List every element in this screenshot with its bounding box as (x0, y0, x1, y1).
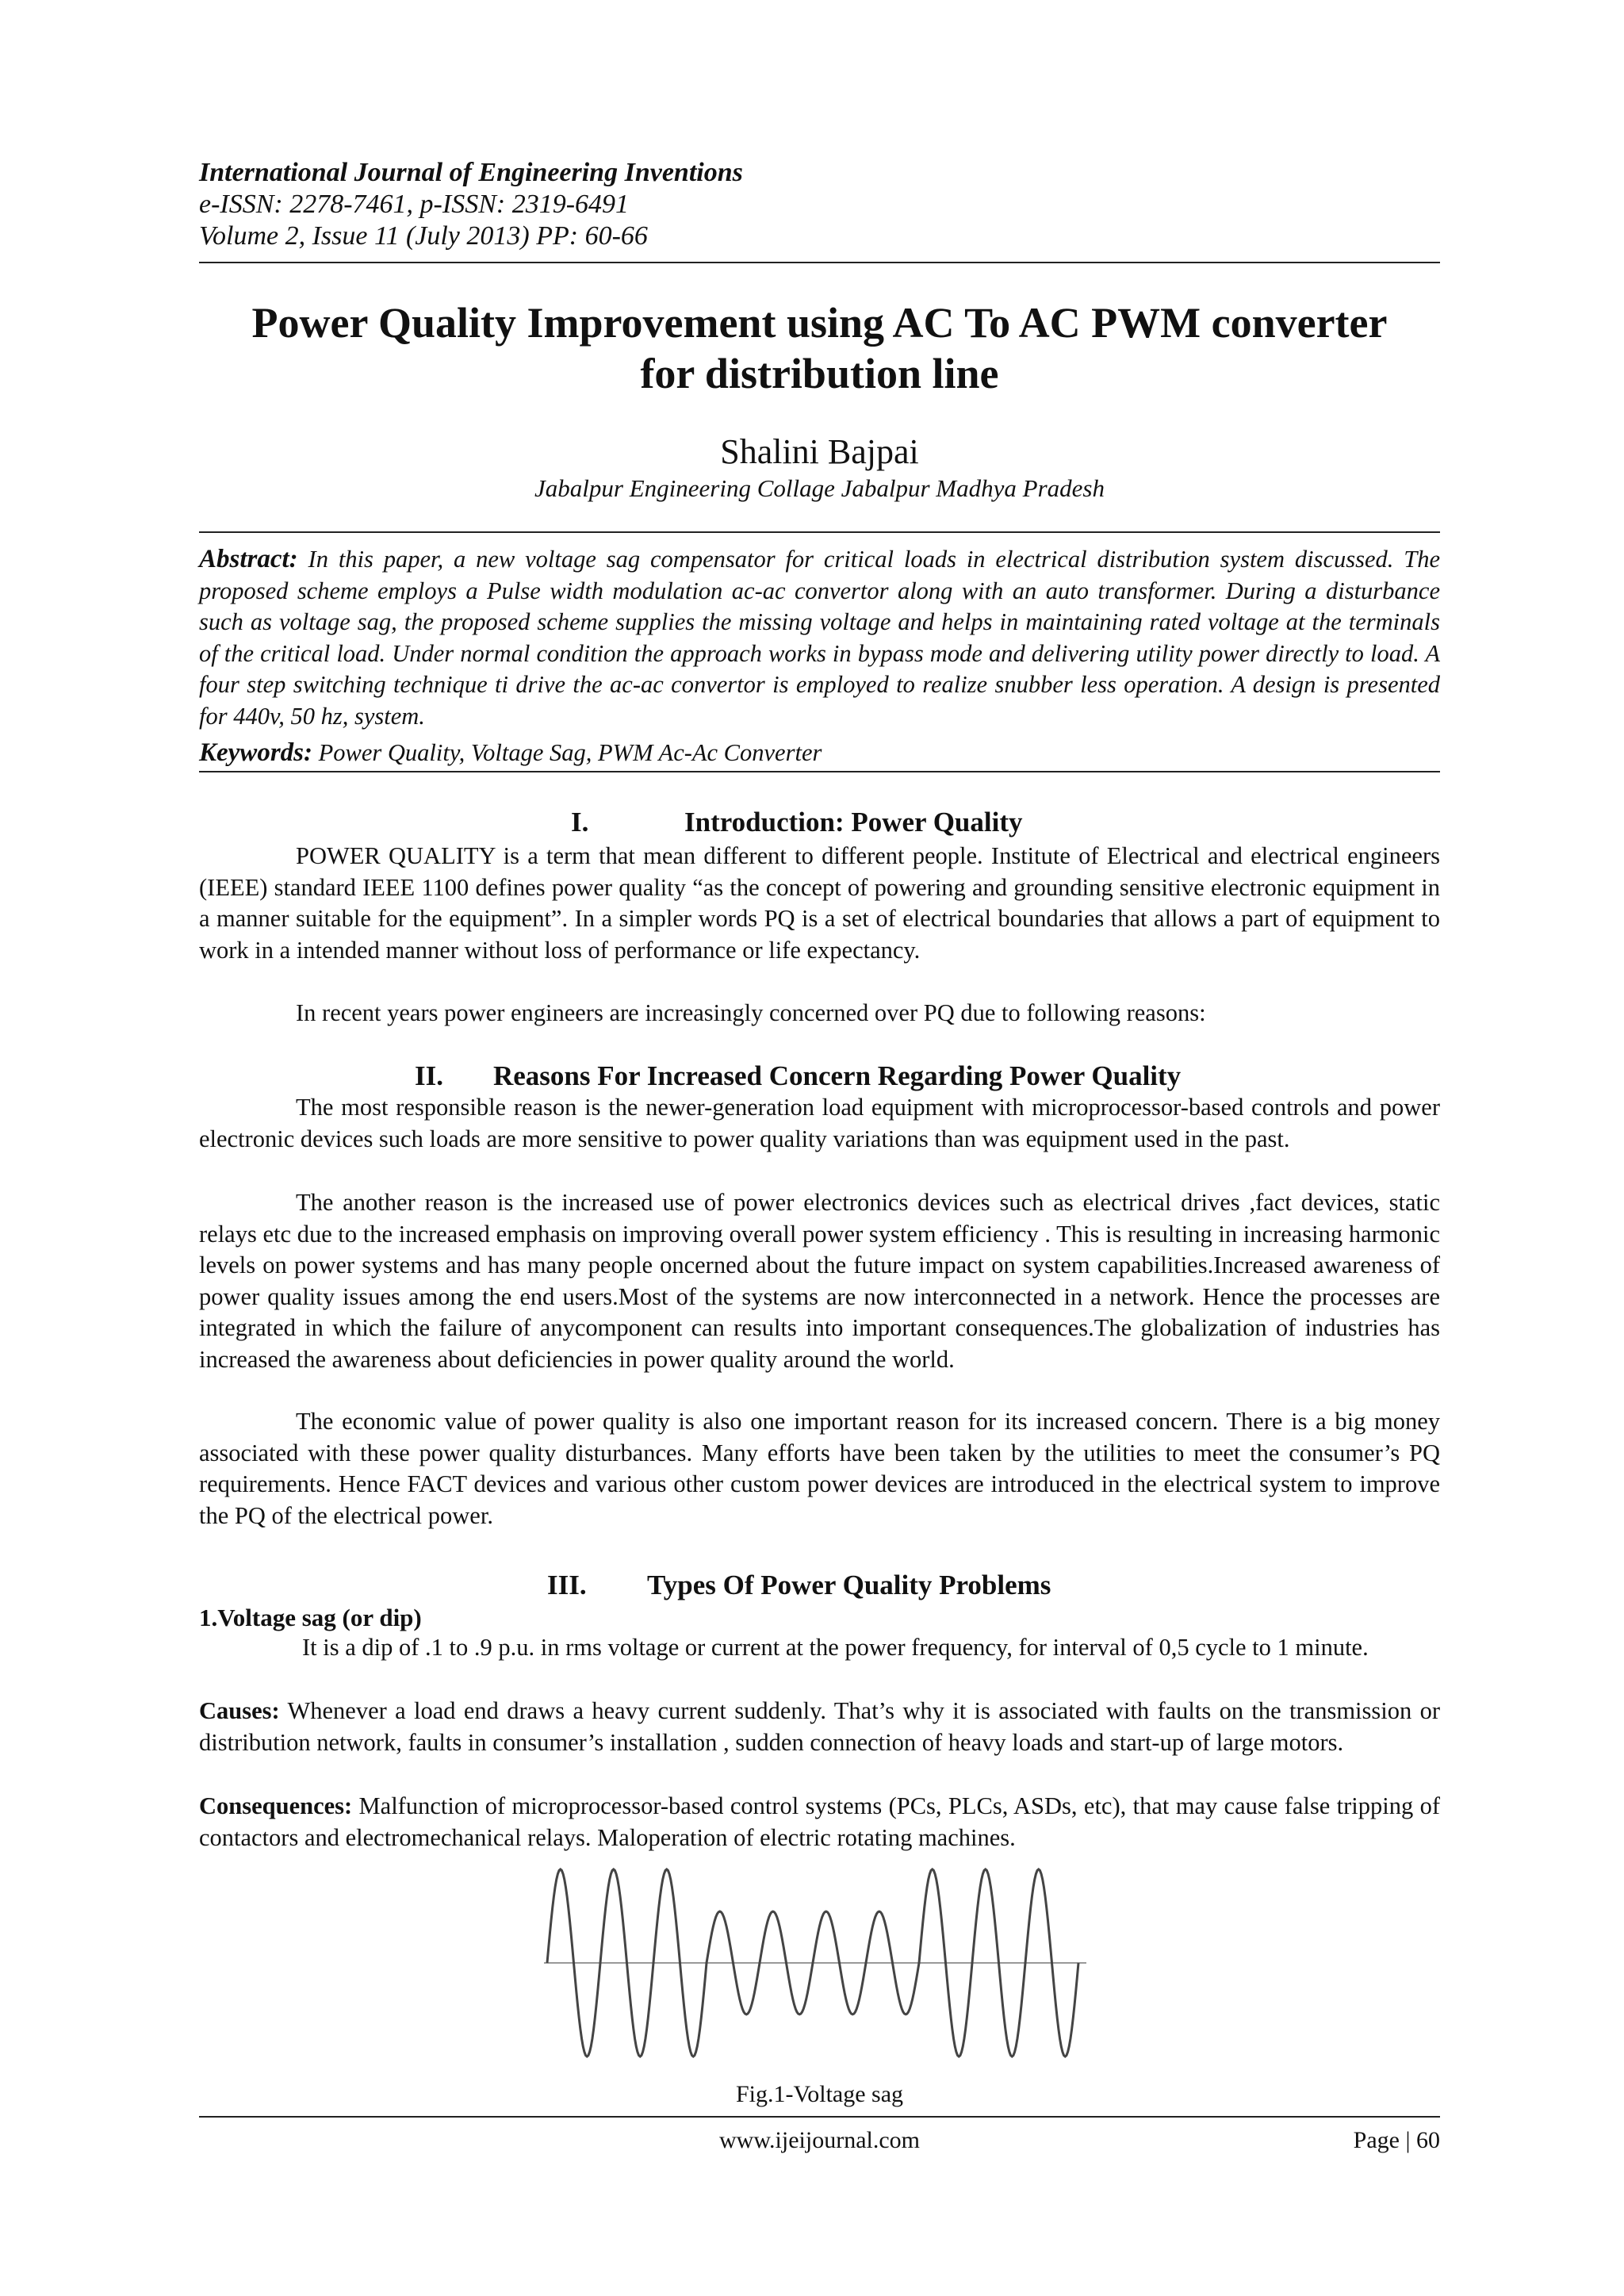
author-name: Shalini Bajpai (720, 432, 919, 471)
section-title: Types Of Power Quality Problems (647, 1570, 1051, 1600)
paper-title-line2: for distribution line (640, 350, 999, 397)
abstract-label: Abstract: (199, 545, 298, 573)
journal-name: International Journal of Engineering Inventions (199, 158, 743, 187)
paragraph-text: The economic value of power quality is also one important reason for its increased concern. There is a big money associated with these power quality disturbances. Many efforts have been taken by the utilities to meet the consumer’s PQ requirements. Hence FACT devices and various other custom power devices are introduced in the electrical system to improve the PQ of the electrical power. (199, 1408, 1440, 1529)
section1-paragraph-1 (199, 841, 1440, 966)
consequences-label: Consequences: (199, 1792, 353, 1819)
section-number: III. (547, 1570, 587, 1600)
section-heading-1 (199, 806, 1440, 839)
journal-issn: e-ISSN: 2278-7461, p-ISSN: 2319-6491 (199, 190, 630, 219)
paper-title-line1: Power Quality Improvement using AC To AC PWM converter (251, 299, 1388, 347)
page-number: Page | 60 (1353, 2127, 1440, 2153)
abstract-bottom-rule (199, 771, 1440, 772)
section2-paragraph-1 (199, 1092, 1440, 1155)
consequences-text: Malfunction of microprocessor-based control systems (PCs, PLCs, ASDs, etc), that may cause false tripping of contactors and electromechanical relays. Maloperation of electric rotating machines. (199, 1792, 1440, 1851)
abstract-top-rule (199, 531, 1440, 533)
abstract-text: In this paper, a new voltage sag compensator for critical loads in electrical distribution system discussed. The proposed scheme employs a Pulse width modulation ac-ac convertor along with an auto transformer. During a disturbance such as voltage sag, the proposed scheme supplies the missing voltage and helps in maintaining rated voltage at the terminals of the critical load. Under normal condition the approach works in bypass mode and delivering utility power directly to load. A four step switching technique ti drive the ac-ac convertor is employed to realize snubber less operation. A design is presented for 440v, 50 hz, system. (199, 546, 1440, 730)
voltage-sag-figure (539, 1860, 1094, 2066)
causes-text: Whenever a load end draws a heavy current suddenly. That’s why it is associated with faults on the transmission or distribution network, faults in consumer’s installation , sudden connection of heavy loads and start-up of large motors. (199, 1697, 1440, 1756)
paragraph-text: The most responsible reason is the newer-generation load equipment with microprocessor-based controls and power electronic devices such loads are more sensitive to power quality variations than was equipment used in the past. (199, 1094, 1440, 1152)
keywords-text: Power Quality, Voltage Sag, PWM Ac-Ac Converter (318, 739, 822, 766)
paragraph-text: In recent years power engineers are increasingly concerned over PQ due to following reasons: (296, 999, 1206, 1026)
author-affiliation: Jabalpur Engineering Collage Jabalpur Madhya Pradesh (534, 474, 1105, 502)
section-number: II. (415, 1060, 443, 1091)
figure-caption: Fig.1-Voltage sag (735, 2081, 904, 2107)
section1-paragraph-2 (199, 998, 1440, 1029)
section-title: Introduction: Power Quality (684, 807, 1023, 838)
footer-rule (199, 2116, 1440, 2118)
header-rule (199, 262, 1440, 263)
paragraph-text: POWER QUALITY is a term that mean different to different people. Institute of Electrical and electrical engineers (IEEE) standard IEEE 1100 defines power quality “as the concept of powering and grounding sensitive electronic equipment in a manner suitable for the equipment”. In a simpler words PQ is a set of electrical boundaries that allows a part of equipment to work in a intended manner without loss of performance or life expectancy. (199, 842, 1440, 964)
causes-label: Causes: (199, 1697, 280, 1724)
causes-paragraph (199, 1696, 1440, 1758)
section-heading-2 (199, 1060, 1440, 1093)
voltage-waveform (547, 1869, 1078, 2056)
section-heading-3 (199, 1569, 1440, 1602)
voltage-sag-definition (199, 1632, 1440, 1664)
paragraph-text: It is a dip of .1 to .9 p.u. in rms voltage or current at the power frequency, for interval of 0,5 cycle to 1 minute. (302, 1634, 1369, 1661)
footer-url: www.ijeijournal.com (719, 2127, 920, 2153)
section2-paragraph-3 (199, 1406, 1440, 1531)
section2-paragraph-2 (199, 1187, 1440, 1376)
consequences-paragraph (199, 1791, 1440, 1853)
page-footer (199, 2125, 1440, 2157)
keywords (199, 738, 1440, 768)
abstract (199, 544, 1440, 733)
journal-volume: Volume 2, Issue 11 (July 2013) PP: 60-66 (199, 221, 648, 251)
keywords-label: Keywords: (199, 738, 312, 767)
paragraph-text: The another reason is the increased use of power electronics devices such as electrical drives ,fact devices, static relays etc due to the increased emphasis on improving overall power system efficiency . This is resulting in increasing harmonic levels on power systems and has many people oncerned about the future impact on system capabilities.Increased awareness of power quality issues among the end users.Most of the systems are now interconnected in a network. Hence the processes are integrated in which the failure of anycomponent can results into important consequences.The globalization of industries has increased the awareness about deficiencies in power quality around the world. (199, 1189, 1440, 1373)
section-title: Reasons For Increased Concern Regarding Power Quality (493, 1060, 1182, 1091)
subsection-voltage-sag: 1.Voltage sag (or dip) (199, 1604, 422, 1631)
section-number: I. (571, 807, 589, 838)
